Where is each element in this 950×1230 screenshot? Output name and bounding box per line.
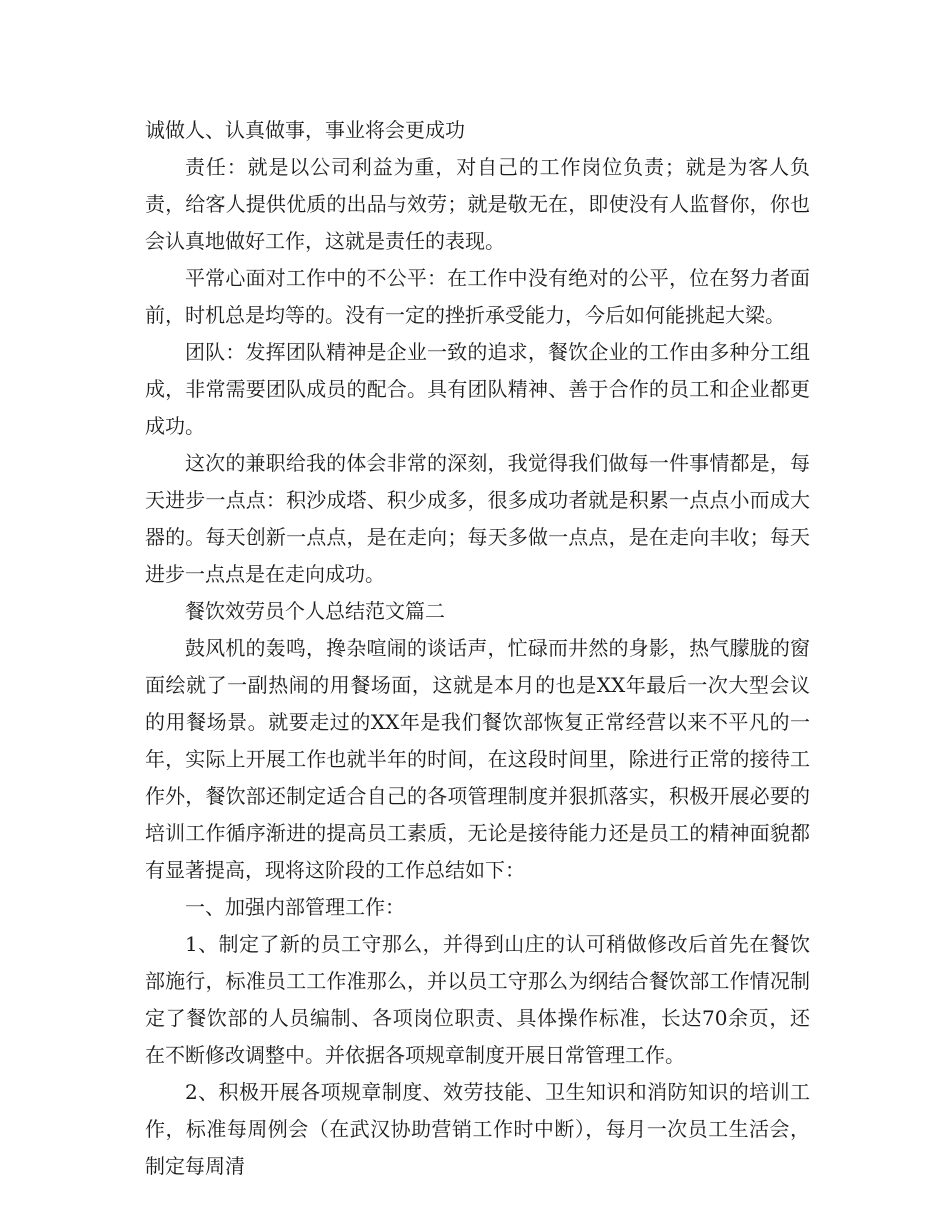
paragraph-continuation: 诚做人、认真做事，事业将会更成功	[145, 118, 465, 142]
list-heading-internal-management: 一、加强内部管理工作：	[185, 895, 405, 919]
list-item-1: 1、制定了新的员工守那么，并得到山庄的认可稍做修改后首先在餐饮部施行，标准员工工作准那么，并以员工守那么为纲结合餐饮部工作情况制定了餐饮部的人员编制、各项岗位职责、具体操作标准，长达70余页，还在不断修改调整中。并依据各项规章制度开展日常管理工作。	[145, 932, 810, 1067]
paragraph-teamwork: 团队：发挥团队精神是企业一致的追求，餐饮企业的工作由多种分工组成，非常需要团队成员的配合。具有团队精神、善于合作的员工和企业都更成功。	[145, 340, 810, 438]
document-body	[145, 112, 810, 1185]
list-item-2: 2、积极开展各项规章制度、效劳技能、卫生知识和消防知识的培训工作，标准每周例会（在武汉协助营销工作时中断），每月一次员工生活会，制定每周清	[145, 1080, 810, 1178]
paragraph-intro-summary: 鼓风机的轰鸣，搀杂喧闹的谈话声，忙碌而井然的身影，热气朦胧的窗面绘就了一副热闹的用餐场面，这就是本月的也是XX年最后一次大型会议的用餐场景。就要走过的XX年是我们餐饮部恢复正常经营以来不平凡的一年，实际上开展工作也就半年的时间，在这段时间里，除进行正常的接待工作外，餐饮部还制定适合自己的各项管理制度并狠抓落实，积极开展必要的培训工作循序渐进的提高员工素质，无论是接待能力还是员工的精神面貌都有显著提高，现将这阶段的工作总结如下：	[145, 636, 810, 882]
paragraph-reflection: 这次的兼职给我的体会非常的深刻，我觉得我们做每一件事情都是，每天进步一点点：积沙成塔、积少成多，很多成功者就是积累一点点小而成大器的。每天创新一点点，是在走向；每天多做一点点，是在走向丰收；每天进步一点点是在走向成功。	[145, 451, 810, 586]
section-heading-part-two: 餐饮效劳员个人总结范文篇二	[185, 599, 445, 623]
paragraph-fairness: 平常心面对工作中的不公平：在工作中没有绝对的公平，位在努力者面前，时机总是均等的。没有一定的挫折承受能力，今后如何能挑起大梁。	[145, 266, 810, 327]
paragraph-responsibility: 责任：就是以公司利益为重，对自己的工作岗位负责；就是为客人负责，给客人提供优质的出品与效劳；就是敬无在，即使没有人监督你，你也会认真地做好工作，这就是责任的表现。	[145, 155, 810, 253]
